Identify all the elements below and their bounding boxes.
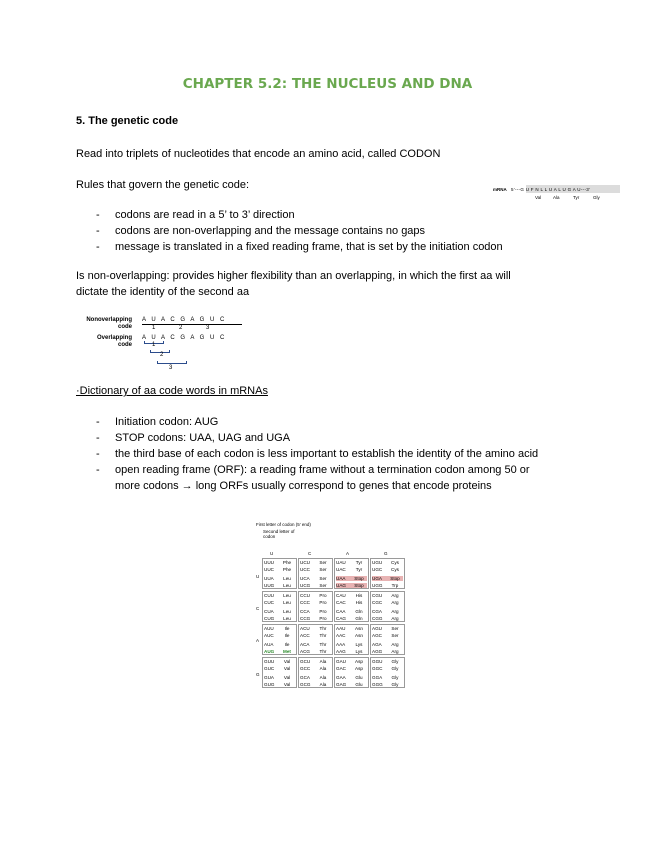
- list-item: - the third base of each codon is less important to establish the identity of the amino acid: [76, 446, 616, 462]
- frame-number: 3: [206, 325, 210, 331]
- frame-bracket: [157, 361, 187, 364]
- codon-entry: [264, 583, 295, 588]
- amino-acid-text: Phe: [282, 560, 292, 565]
- amino-acid-text: Lys: [355, 642, 363, 647]
- amino-acid-text: Ser: [319, 583, 327, 588]
- codon-text: GAU: [336, 659, 346, 664]
- codon-text: CAA: [336, 609, 346, 614]
- codon-cell-group: [370, 657, 405, 688]
- rules-list: [76, 207, 596, 255]
- codon-cell-group: [370, 624, 405, 655]
- frame-number: 1: [152, 342, 156, 348]
- amino-acid-text: Glu: [355, 682, 363, 687]
- amino-acid-text: Thr: [319, 649, 327, 654]
- codon-entry: [300, 659, 331, 664]
- codon-text: AGA: [372, 642, 382, 647]
- codon-entry: [300, 682, 331, 687]
- codon-entry: [336, 616, 367, 621]
- amino-acid-text: Pro: [319, 593, 327, 598]
- amino-acid-text: Stop: [351, 583, 367, 588]
- amino-acid-text: Leu: [283, 600, 291, 605]
- page-title: CHAPTER 5.2: THE NUCLEUS AND DNA: [182, 76, 473, 92]
- frame-number: 2: [179, 325, 183, 331]
- amino-acid-text: Leu: [283, 583, 291, 588]
- codon-entry: [372, 576, 403, 581]
- codon-text: GGG: [372, 682, 383, 687]
- amino-acid-text: Ile: [284, 633, 290, 638]
- codon-text: GAA: [336, 675, 346, 680]
- codon-entry: [336, 560, 367, 565]
- amino-acid-text: Ala: [319, 659, 327, 664]
- column-header: C: [308, 551, 312, 556]
- amino-acid-text: Thr: [319, 626, 327, 631]
- amino-acid-text: Ser: [391, 633, 399, 638]
- amino-acid-text: Ile: [284, 626, 290, 631]
- codon-text: CUC: [264, 600, 274, 605]
- codon-entry: [336, 642, 367, 647]
- amino-acid-text: Arg: [391, 616, 399, 621]
- codon-entry: [264, 626, 295, 631]
- codon-text: AGU: [372, 626, 382, 631]
- column-header: U: [270, 551, 274, 556]
- codon-text: GUA: [264, 675, 274, 680]
- nonoverlap-text-2: dictate the identity of the second aa: [76, 286, 250, 298]
- mrna-figure: [493, 184, 633, 206]
- codon-text: UGA: [372, 576, 387, 581]
- codon-text: AAC: [336, 633, 346, 638]
- codon-text: CCA: [300, 609, 310, 614]
- codon-text: GGU: [372, 659, 383, 664]
- codon-table-figure: [256, 522, 404, 698]
- amino-acid-text: Val: [283, 675, 291, 680]
- row-header: U: [256, 574, 260, 579]
- amino-acid-text: Stop: [387, 576, 403, 581]
- codon-entry: [336, 666, 367, 671]
- codon-entry: [336, 609, 367, 614]
- codon-entry: [372, 567, 403, 572]
- amino-acid-text: His: [355, 593, 363, 598]
- codon-entry: [264, 675, 295, 680]
- amino-acid-text: Ser: [319, 567, 327, 572]
- amino-acid-text: Cys: [391, 567, 399, 572]
- codon-text: ACC: [300, 633, 310, 638]
- codon-entry: [336, 593, 367, 598]
- codon-text: CGG: [372, 616, 383, 621]
- overlap-figure: [80, 315, 250, 375]
- column-header: G: [384, 551, 388, 556]
- codon-text: CUA: [264, 609, 274, 614]
- amino-acid-text: Asp: [355, 666, 363, 671]
- codon-text: UUU: [264, 560, 274, 565]
- codon-text: UUG: [264, 583, 275, 588]
- codon-entry: [300, 616, 331, 621]
- list-item: - codons are non-overlapping and the message contains no gaps: [76, 223, 596, 239]
- codon-text: UCA: [300, 576, 310, 581]
- amino-acid-label: Tyr: [573, 195, 580, 200]
- codon-text: ACA: [300, 642, 310, 647]
- codon-entry: [264, 666, 295, 671]
- codon-entry: [300, 609, 331, 614]
- codon-text: GUG: [264, 682, 275, 687]
- codon-table-title: First letter of codon (5′ end): [256, 522, 311, 527]
- codon-entry: [336, 659, 367, 664]
- amino-acid-text: Ala: [319, 682, 327, 687]
- amino-acid-text: Ser: [391, 626, 399, 631]
- amino-acid-label: Gly: [593, 195, 600, 200]
- amino-acid-text: Cys: [391, 560, 399, 565]
- codon-text: UUA: [264, 576, 274, 581]
- frame-number: 2: [160, 352, 164, 358]
- codon-text: CGA: [372, 609, 382, 614]
- codon-text: GGA: [372, 675, 383, 680]
- codon-entry: [264, 682, 295, 687]
- codon-entry: [300, 600, 331, 605]
- list-item: - open reading frame (ORF): a reading frame without a termination codon among 50 or: [76, 462, 616, 478]
- amino-acid-text: Gln: [355, 616, 363, 621]
- codon-entry: [336, 633, 367, 638]
- codon-entry: [300, 560, 331, 565]
- amino-acid-text: Ala: [319, 675, 327, 680]
- codon-text: UCG: [300, 583, 311, 588]
- codon-entry: [300, 666, 331, 671]
- amino-acid-text: His: [355, 600, 363, 605]
- amino-acid-text: Leu: [283, 609, 291, 614]
- amino-acid-text: Thr: [319, 633, 327, 638]
- amino-acid-text: Phe: [282, 567, 292, 572]
- codon-text: CAC: [336, 600, 346, 605]
- codon-entry: [264, 609, 295, 614]
- codon-entry: [264, 560, 295, 565]
- codon-cell-group: [334, 591, 369, 622]
- dictionary-heading: ·Dictionary of aa code words in mRNAs: [76, 385, 268, 397]
- amino-acid-label: Ala: [553, 195, 560, 200]
- codon-entry: [372, 626, 403, 631]
- codon-entry: [336, 600, 367, 605]
- list-item: - codons are read in a 5’ to 3’ direction: [76, 207, 596, 223]
- amino-acid-text: Arg: [391, 600, 399, 605]
- codon-entry: [372, 642, 403, 647]
- rules-label: Rules that govern the genetic code:: [76, 179, 250, 191]
- amino-acid-text: Asp: [355, 659, 363, 664]
- list-item-continuation: more codons → long ORFs usually correspond to genes that encode proteins: [115, 480, 492, 492]
- codon-text: CUU: [264, 593, 274, 598]
- column-header: A: [346, 551, 350, 556]
- codon-text: UCU: [300, 560, 310, 565]
- codon-text: AUC: [264, 633, 274, 638]
- codon-cell-group: [262, 558, 297, 589]
- codon-text: GUU: [264, 659, 275, 664]
- codon-text: UGC: [372, 567, 383, 572]
- amino-acid-text: Pro: [319, 609, 327, 614]
- codon-entry: [264, 567, 295, 572]
- codon-text: CCU: [300, 593, 310, 598]
- codon-entry: [336, 649, 367, 654]
- amino-acid-text: Arg: [391, 609, 399, 614]
- codon-text: AUG: [264, 649, 275, 654]
- codon-entry: [336, 675, 367, 680]
- codon-cell-group: [298, 591, 333, 622]
- seq-bottom: A U A C G A G U C: [142, 335, 227, 341]
- codon-text: GAG: [336, 682, 347, 687]
- codon-entry: [372, 583, 403, 588]
- intro-line: Read into triplets of nucleotides that encode an amino acid, called CODON: [76, 148, 441, 160]
- amino-acid-text: Leu: [283, 616, 291, 621]
- amino-acid-text: Gly: [391, 666, 399, 671]
- codon-text: ACG: [300, 649, 310, 654]
- codon-entry: [300, 567, 331, 572]
- codon-text: UAG: [336, 583, 351, 588]
- amino-acid-text: Leu: [283, 593, 291, 598]
- codon-entry: [372, 609, 403, 614]
- codon-text: GGC: [372, 666, 383, 671]
- codon-text: AUA: [264, 642, 274, 647]
- amino-acid-text: Val: [283, 659, 291, 664]
- second-letter-label: Second letter of codon: [263, 529, 295, 539]
- codon-entry: [372, 649, 403, 654]
- codon-text: UGU: [372, 560, 383, 565]
- codon-entry: [372, 600, 403, 605]
- mrna-label: mRNA: [493, 187, 507, 192]
- codon-cell-group: [298, 657, 333, 688]
- overlapping-label: Overlapping code: [96, 335, 132, 348]
- nonoverlapping-label: Nonoverlapping code: [86, 317, 132, 330]
- codon-entry: [264, 633, 295, 638]
- frame-line: [142, 324, 242, 325]
- codon-text: AUU: [264, 626, 274, 631]
- list-item: - message is translated in a fixed reading frame, that is set by the initiation codon: [76, 239, 596, 255]
- codon-text: GCA: [300, 675, 310, 680]
- amino-acid-text: Pro: [319, 600, 327, 605]
- amino-acid-text: Asn: [355, 633, 363, 638]
- row-header: A: [256, 638, 260, 643]
- codon-entry: [300, 626, 331, 631]
- amino-acid-text: Ile: [284, 642, 290, 647]
- codon-text: GUC: [264, 666, 275, 671]
- amino-acid-text: Gln: [355, 609, 363, 614]
- amino-acid-text: Ser: [319, 576, 327, 581]
- frame-number: 1: [152, 325, 156, 331]
- codon-text: GAC: [336, 666, 346, 671]
- nonoverlap-text-1: Is non-overlapping: provides higher flexibility than an overlapping, in which the first aa will: [76, 270, 511, 282]
- amino-acid-text: Arg: [391, 642, 399, 647]
- amino-acid-text: Gly: [391, 675, 399, 680]
- amino-acid-text: Met: [283, 649, 291, 654]
- row-header: C: [256, 606, 260, 611]
- codon-entry: [372, 633, 403, 638]
- amino-acid-text: Thr: [319, 642, 327, 647]
- amino-acid-text: Ser: [319, 560, 327, 565]
- codon-entry: [264, 600, 295, 605]
- codon-entry: [264, 576, 295, 581]
- codon-entry: [336, 567, 367, 572]
- codon-cell-group: [262, 591, 297, 622]
- codon-entry: [300, 576, 331, 581]
- codon-text: AAU: [336, 626, 346, 631]
- amino-acid-text: Val: [283, 682, 291, 687]
- amino-acid-text: Stop: [351, 576, 367, 581]
- codon-cell-group: [334, 657, 369, 688]
- codon-text: ACU: [300, 626, 310, 631]
- codon-entry: [372, 593, 403, 598]
- amino-acid-text: Gly: [391, 659, 399, 664]
- codon-entry: [336, 583, 367, 588]
- codon-text: UAC: [336, 567, 346, 572]
- amino-acid-text: Leu: [283, 576, 291, 581]
- mrna-sequence: 5′---G U F N L L U A L U G A U---3′: [511, 187, 591, 192]
- amino-acid-text: Lys: [355, 649, 363, 654]
- codon-entry: [264, 659, 295, 664]
- codon-entry: [336, 682, 367, 687]
- codon-text: CAU: [336, 593, 346, 598]
- codon-entry: [264, 616, 295, 621]
- codon-text: CCG: [300, 616, 311, 621]
- codon-entry: [264, 642, 295, 647]
- codon-entry: [372, 682, 403, 687]
- amino-acid-text: Trp: [391, 583, 399, 588]
- codon-text: UCC: [300, 567, 310, 572]
- codon-entry: [372, 560, 403, 565]
- codon-cell-group: [262, 657, 297, 688]
- codon-text: CCC: [300, 600, 310, 605]
- codon-entry: [372, 675, 403, 680]
- amino-acid-text: Ala: [319, 666, 327, 671]
- amino-acid-text: Arg: [391, 593, 399, 598]
- amino-acid-label: Val: [535, 195, 542, 200]
- codon-text: AGC: [372, 633, 382, 638]
- amino-acid-text: Gly: [391, 682, 399, 687]
- codon-text: UGG: [372, 583, 383, 588]
- amino-acid-text: Val: [283, 666, 291, 671]
- codon-entry: [300, 593, 331, 598]
- codon-cell-group: [298, 558, 333, 589]
- amino-acid-text: Glu: [355, 675, 363, 680]
- section-heading: 5. The genetic code: [76, 115, 179, 127]
- row-header: G: [256, 672, 260, 677]
- amino-acid-text: Tyr: [355, 560, 363, 565]
- list-item: - STOP codons: UAA, UAG and UGA: [76, 430, 616, 446]
- codon-text: UAA: [336, 576, 351, 581]
- codon-cell-group: [370, 558, 405, 589]
- codon-entry: [336, 576, 367, 581]
- codon-cell-group: [334, 624, 369, 655]
- codon-entry: [300, 675, 331, 680]
- amino-acid-text: Pro: [319, 616, 327, 621]
- codon-text: AAG: [336, 649, 346, 654]
- codon-text: GCG: [300, 682, 311, 687]
- codon-text: GCC: [300, 666, 311, 671]
- codon-entry: [300, 642, 331, 647]
- codon-entry: [300, 633, 331, 638]
- codon-cell-group: [262, 624, 297, 655]
- codon-text: CAG: [336, 616, 346, 621]
- list-item: - Initiation codon: AUG: [76, 414, 616, 430]
- codon-cell-group: [298, 624, 333, 655]
- codon-entry: [300, 583, 331, 588]
- codon-text: CGU: [372, 593, 383, 598]
- codon-cell-group: [370, 591, 405, 622]
- amino-acid-text: Tyr: [355, 567, 363, 572]
- codon-text: UUC: [264, 567, 274, 572]
- codon-entry: [336, 626, 367, 631]
- codon-entry: [264, 593, 295, 598]
- codon-text: CUG: [264, 616, 275, 621]
- codon-text: AGG: [372, 649, 383, 654]
- codon-text: GCU: [300, 659, 311, 664]
- codon-entry: [300, 649, 331, 654]
- codon-entry: [264, 649, 295, 654]
- amino-acid-text: Arg: [391, 649, 399, 654]
- codon-text: AAA: [336, 642, 346, 647]
- frame-number: 3: [169, 365, 173, 371]
- codon-entry: [372, 666, 403, 671]
- codon-text: UAU: [336, 560, 346, 565]
- codon-entry: [372, 659, 403, 664]
- seq-top: A U A C G A G U C: [142, 317, 227, 323]
- amino-acid-text: Asn: [355, 626, 363, 631]
- codon-entry: [372, 616, 403, 621]
- dictionary-list: [76, 414, 616, 494]
- codon-cell-group: [334, 558, 369, 589]
- codon-text: CGC: [372, 600, 383, 605]
